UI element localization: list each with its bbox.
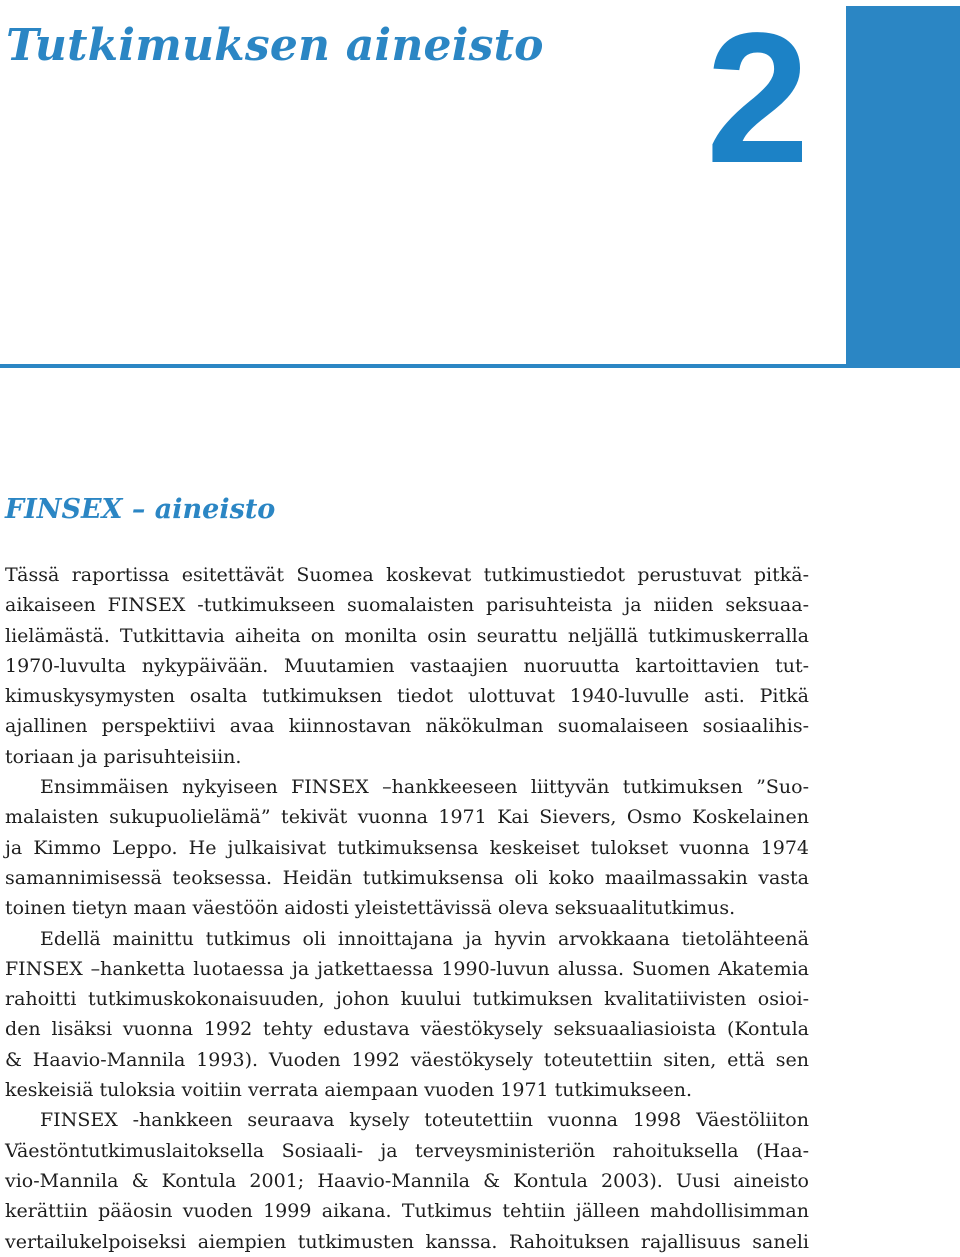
body-line: keskeisiä tuloksia voitiin verrata aiempaan vuoden 1971 tutkimukseen. [5,1079,693,1102]
body-line: & Haavio-Mannila 1993). Vuoden 1992 väestökysely toteutettiin siten, että sen [5,1048,809,1071]
body-line: vio-Mannila & Kontula 2001; Haavio-Mannila & Kontula 2003). Uusi aineisto [5,1169,809,1192]
body-line: vertailukelpoiseksi aiempien tutkimusten kanssa. Rahoituksen rajallisuus saneli [5,1230,809,1253]
body-line: Edellä mainittu tutkimus oli innoittajana ja hyvin arvokkaana tietolähteenä [40,927,809,950]
body-line: toriaan ja parisuhteisiin. [5,745,242,768]
body-line: malaisten sukupuolielämä” tekivät vuonna 1971 Kai Sievers, Osmo Koskelainen [5,806,809,829]
body-line: toinen tietyn maan väestöön aidosti yleistettävissä oleva seksuaalitutkimus. [5,897,736,920]
body-line: Väestöntutkimuslaitoksella Sosiaali- ja terveysministeriön rahoituksella (Haa- [5,1139,809,1162]
header-rule [0,364,960,368]
body-line: 1970-luvulta nykypäivään. Muutamien vastaajien nuoruutta kartoittavien tut- [5,654,809,677]
body-line: ja Kimmo Leppo. He julkaisivat tutkimuksensa keskeiset tulokset vuonna 1974 [5,836,809,859]
body-line: kerättiin pääosin vuoden 1999 aikana. Tutkimus tehtiin jälleen mahdollisimman [5,1200,809,1223]
chapter-number: 2 [706,0,810,202]
body-line: aikaiseen FINSEX -tutkimukseen suomalaisten parisuhteista ja niiden seksuaa- [5,594,809,617]
chapter-color-block [846,6,960,368]
body-line: FINSEX -hankkeen seuraava kysely toteutettiin vuonna 1998 Väestöliiton [40,1109,809,1132]
body-line: samannimisessä teoksessa. Heidän tutkimuksensa oli koko maailmassakin vasta [5,866,809,889]
body-line: kimuskysymysten osalta tutkimuksen tiedot ulottuvat 1940-luvulle asti. Pitkä [5,685,809,708]
section-heading: FINSEX – aineisto [5,494,276,525]
body-line: Tässä raportissa esitettävät Suomea koskevat tutkimustiedot perustuvat pitkä- [5,564,809,586]
chapter-title: Tutkimuksen aineisto [6,20,544,71]
body-text [5,560,809,1257]
body-line: den lisäksi vuonna 1992 tehty edustava väestökysely seksuaaliasioista (Kontula [5,1018,809,1041]
body-line: rahoitti tutkimuskokonaisuuden, johon kuului tutkimuksen kvalitatiivisten osioi- [5,988,809,1011]
body-line: lielämästä. Tutkittavia aiheita on monilta osin seurattu neljällä tutkimuskerralla [5,624,809,647]
body-line: ajallinen perspektiivi avaa kiinnostavan näkökulman suomalaiseen sosiaalihis- [5,715,809,738]
body-line: Ensimmäisen nykyiseen FINSEX –hankkeeseen liittyvän tutkimuksen ”Suo- [40,776,809,799]
body-line: FINSEX –hanketta luotaessa ja jatkettaessa 1990-luvun alussa. Suomen Akatemia [5,957,809,980]
